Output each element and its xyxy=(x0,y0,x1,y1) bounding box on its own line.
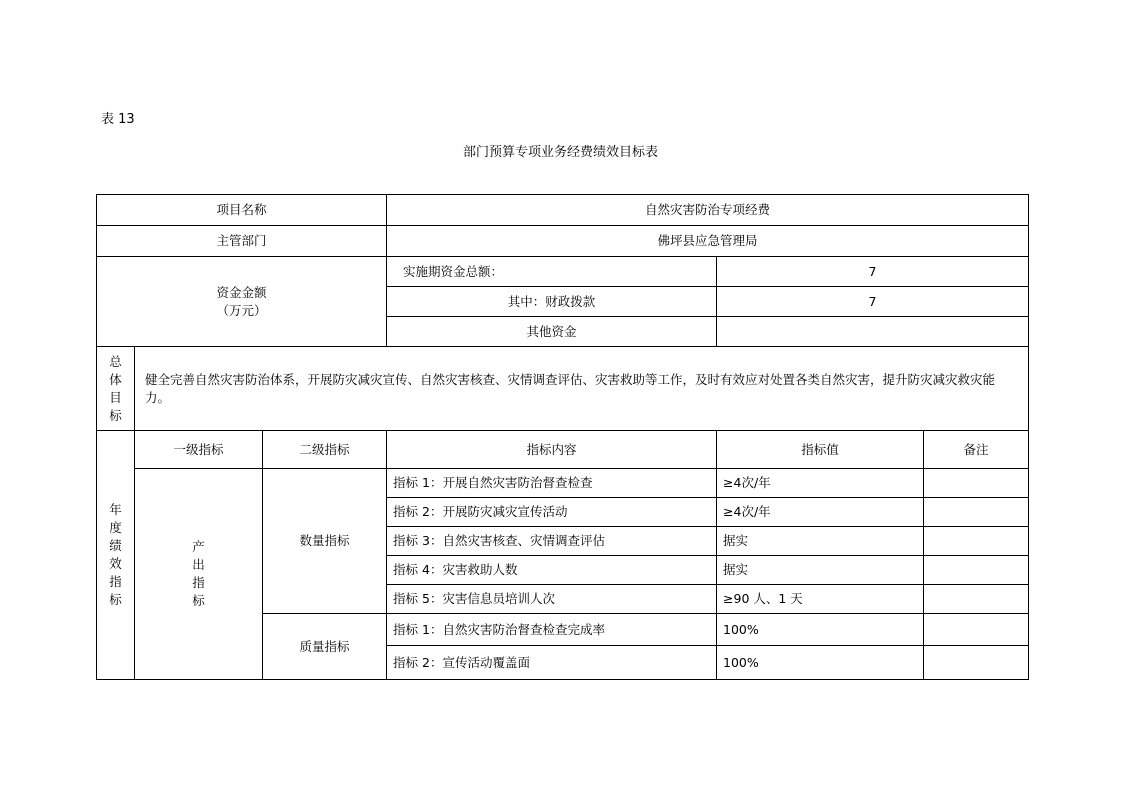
project-name-label: 项目名称 xyxy=(97,195,387,226)
indicator-remark xyxy=(924,646,1029,680)
header-value: 指标值 xyxy=(717,431,924,469)
table-row xyxy=(97,469,1029,498)
overall-goal-text: 健全完善自然灾害防治体系，开展防灾减灾宣传、自然灾害核查、灾情调查评估、灾害救助等工作，及时有效应对处置各类自然灾害，提升防灾减灾救灾能力。 xyxy=(135,347,1029,431)
other-funds-label: 其他资金 xyxy=(387,317,717,347)
indicator-remark xyxy=(924,614,1029,646)
indicator-value: ≥90 人、1 天 xyxy=(717,585,924,614)
header-level1: 一级指标 xyxy=(135,431,263,469)
indicator-content: 指标 1：开展自然灾害防治督查检查 xyxy=(387,469,717,498)
funds-unit: （万元） xyxy=(216,302,267,318)
other-funds-value xyxy=(717,317,1029,347)
header-remark: 备注 xyxy=(924,431,1029,469)
indicator-remark xyxy=(924,585,1029,614)
funds-label-cell xyxy=(97,257,387,347)
annual-label: 年 度 绩 效 指 标 xyxy=(97,431,135,680)
indicator-value: 据实 xyxy=(717,527,924,556)
page-title: 部门预算专项业务经费绩效目标表 xyxy=(462,145,658,160)
indicator-value: 100% xyxy=(717,614,924,646)
performance-table xyxy=(96,194,1029,680)
indicator-value: ≥4次/年 xyxy=(717,498,924,527)
quantity-label: 数量指标 xyxy=(263,469,387,614)
indicator-content: 指标 1：自然灾害防治督查检查完成率 xyxy=(387,614,717,646)
indicator-content: 指标 2：开展防灾减灾宣传活动 xyxy=(387,498,717,527)
indicator-value: ≥4次/年 xyxy=(717,469,924,498)
total-funds-label: 实施期资金总额： xyxy=(387,257,717,287)
row-project-name xyxy=(97,195,1029,226)
indicator-remark xyxy=(924,556,1029,585)
indicator-content: 指标 5：灾害信息员培训人次 xyxy=(387,585,717,614)
fiscal-value: 7 xyxy=(717,287,1029,317)
header-level2: 二级指标 xyxy=(263,431,387,469)
indicator-remark xyxy=(924,498,1029,527)
indicator-value: 据实 xyxy=(717,556,924,585)
indicator-value: 100% xyxy=(717,646,924,680)
dept-value: 佛坪县应急管理局 xyxy=(387,226,1029,257)
quality-label: 质量指标 xyxy=(263,614,387,680)
funds-label: 资金金额 xyxy=(216,284,267,300)
overall-goal-label: 总 体 目 标 xyxy=(97,347,135,431)
row-headers xyxy=(97,431,1029,469)
indicator-remark xyxy=(924,527,1029,556)
indicator-content: 指标 3：自然灾害核查、灾情调查评估 xyxy=(387,527,717,556)
header-content: 指标内容 xyxy=(387,431,717,469)
row-total-funds xyxy=(97,257,1029,287)
project-name-value: 自然灾害防治专项经费 xyxy=(387,195,1029,226)
indicator-remark xyxy=(924,469,1029,498)
dept-label: 主管部门 xyxy=(97,226,387,257)
row-department xyxy=(97,226,1029,257)
indicator-content: 指标 2：宣传活动覆盖面 xyxy=(387,646,717,680)
indicator-content: 指标 4：灾害救助人数 xyxy=(387,556,717,585)
fiscal-label: 其中：财政拨款 xyxy=(387,287,717,317)
row-overall-goal xyxy=(97,347,1029,431)
table-label: 表 13 xyxy=(101,112,135,127)
output-label: 产 出 指 标 xyxy=(135,469,263,680)
total-funds-value: 7 xyxy=(717,257,1029,287)
